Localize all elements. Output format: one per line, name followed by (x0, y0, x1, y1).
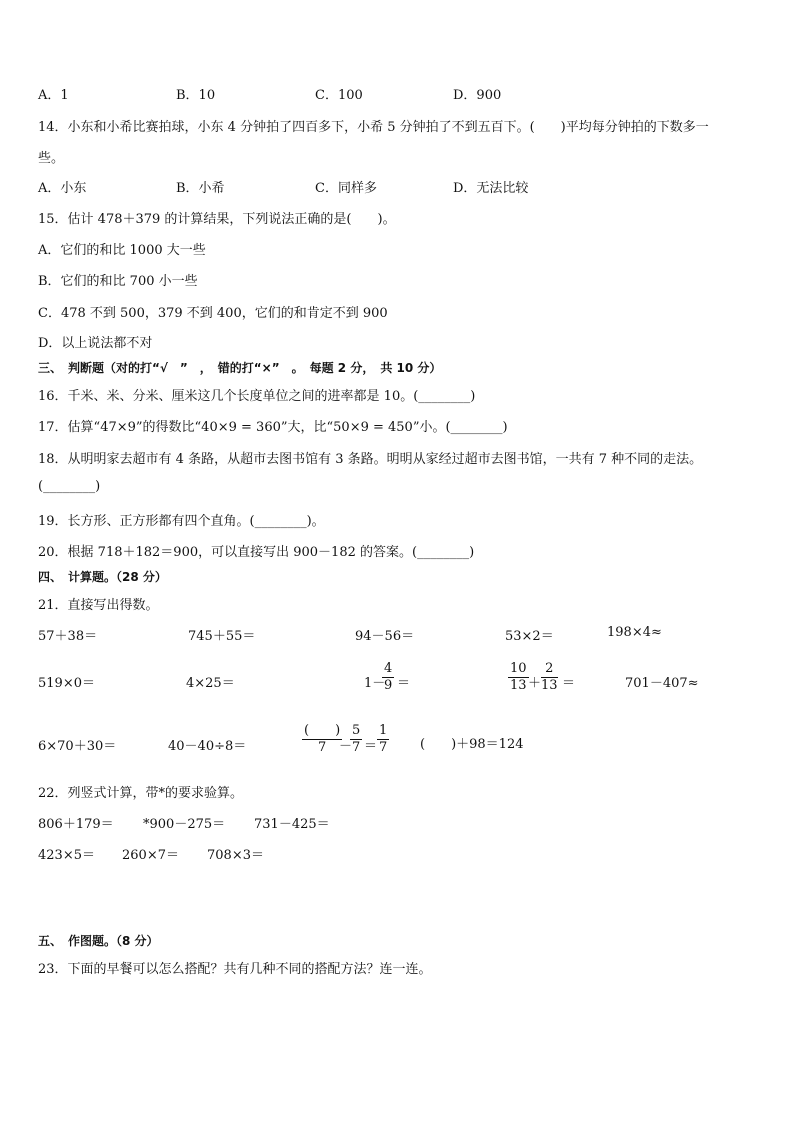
q22-r2-item1: 423×5＝ (38, 848, 95, 863)
q19-text: 19．长方形、正方形都有四个直角。(________)。 (38, 514, 325, 529)
q13-option-d: D．900 (453, 88, 502, 103)
q22-r1-item1: 806＋179＝ (38, 817, 114, 832)
q22-r2-item2: 260×7＝ (122, 848, 179, 863)
q13-option-b: B．10 (176, 88, 216, 103)
q21-r3-c-eq: ＝ (364, 739, 378, 754)
q22-r2-item3: 708×3＝ (207, 848, 264, 863)
q21-r2-fraction (382, 661, 394, 694)
q18-text-line1: 18．从明明家去超市有 4 条路，从超市去图书馆有 3 条路。明明从家经过超市去图书馆，一共有 7 种不同的走法。 (38, 452, 703, 467)
q15-option-d: D．以上说法都不对 (38, 336, 153, 351)
q21-r2-c-post: ＝ (397, 676, 411, 691)
q14-text-line1: 14．小东和小希比赛拍球，小东 4 分钟拍了四百多下，小希 5 分钟拍了不到五百下。( )平均每分钟拍的下数多一 (38, 120, 709, 135)
fraction-numerator: 1 (379, 723, 388, 738)
q21-r3-fraction-2 (350, 723, 362, 756)
fraction-denominator: 7 (317, 740, 327, 755)
fraction-denominator: 7 (379, 740, 388, 755)
q23-text: 23．下面的早餐可以怎么搭配？共有几种不同的搭配方法？连一连。 (38, 962, 432, 977)
q21-r1-item4: 53×2＝ (505, 629, 554, 644)
q16-text: 16．千米、米、分米、厘米这几个长度单位之间的进率都是 10。(________) (38, 389, 476, 404)
fraction-numerator: ( ) (304, 723, 341, 738)
q14-option-a: A．小东 (38, 181, 87, 196)
q21-r1-item2: 745＋55＝ (188, 629, 256, 644)
q14-text-line2: 些。 (38, 151, 65, 166)
fraction-denominator: 13 (510, 678, 527, 693)
q21-r2-item1: 519×0＝ (38, 676, 95, 691)
q21-title: 21．直接写出得数。 (38, 598, 159, 613)
q21-r2-item5: 701－407≈ (625, 676, 699, 691)
section3-heading: 三、 判断题（对的打“√ ” ， 错的打“×” 。 每题 2 分， 共 10 分） (38, 361, 442, 375)
q21-r2-item2: 4×25＝ (186, 676, 235, 691)
q13-option-a: A．1 (38, 88, 69, 103)
q17-text: 17．估算“47×9”的得数比“40×9 = 360”大，比“50×9 = 450”小。(________) (38, 420, 508, 435)
q21-r2-c-pre: 1－ (364, 676, 386, 691)
q15-option-a: A．它们的和比 1000 大一些 (38, 243, 206, 258)
fraction-denominator: 9 (384, 678, 393, 693)
q21-r3-item4: ( )＋98＝124 (420, 737, 524, 752)
q15-option-b: B．它们的和比 700 小一些 (38, 274, 198, 289)
q22-title: 22．列竖式计算，带*的要求验算。 (38, 786, 244, 801)
q18-text-line2: (________) (38, 479, 101, 494)
q21-r2-fraction-1 (508, 661, 529, 694)
q14-option-d: D．无法比较 (453, 181, 529, 196)
q21-r3-fraction-1 (302, 723, 342, 756)
q21-r3-c-op: － (339, 739, 353, 754)
q20-text: 20．根据 718＋182＝900，可以直接写出 900－182 的答案。(________) (38, 545, 475, 560)
fraction-numerator: 10 (510, 661, 527, 676)
q14-option-b: B．小希 (176, 181, 225, 196)
q22-r1-item2: *900－275＝ (143, 817, 226, 832)
q21-r3-fraction-3 (377, 723, 389, 756)
fraction-numerator: 5 (352, 723, 361, 738)
q15-option-c: C．478 不到 500，379 不到 400，它们的和肯定不到 900 (38, 306, 388, 321)
q21-r2-d-op: ＋ (528, 676, 542, 691)
fraction-denominator: 7 (352, 740, 361, 755)
fraction-denominator: 13 (541, 678, 558, 693)
fraction-numerator: 2 (541, 661, 558, 678)
q21-r2-fraction-2 (541, 661, 558, 694)
q14-option-c: C．同样多 (315, 181, 377, 196)
q22-r1-item3: 731－425＝ (254, 817, 330, 832)
q13-option-c: C．100 (315, 88, 363, 103)
q15-text: 15．估计 478＋379 的计算结果，下列说法正确的是( )。 (38, 212, 396, 227)
q21-r3-item1: 6×70＋30＝ (38, 739, 117, 754)
q21-r1-item1: 57＋38＝ (38, 629, 98, 644)
q21-r3-item2: 40－40÷8＝ (168, 739, 247, 754)
section4-heading: 四、 计算题。（28 分） (38, 570, 167, 584)
q21-r1-item5: 198×4≈ (607, 625, 662, 640)
q21-r1-item3: 94－56＝ (355, 629, 415, 644)
fraction-numerator: 4 (384, 661, 393, 676)
q21-r2-d-post: ＝ (562, 676, 576, 691)
section5-heading: 五、 作图题。（8 分） (38, 934, 159, 948)
